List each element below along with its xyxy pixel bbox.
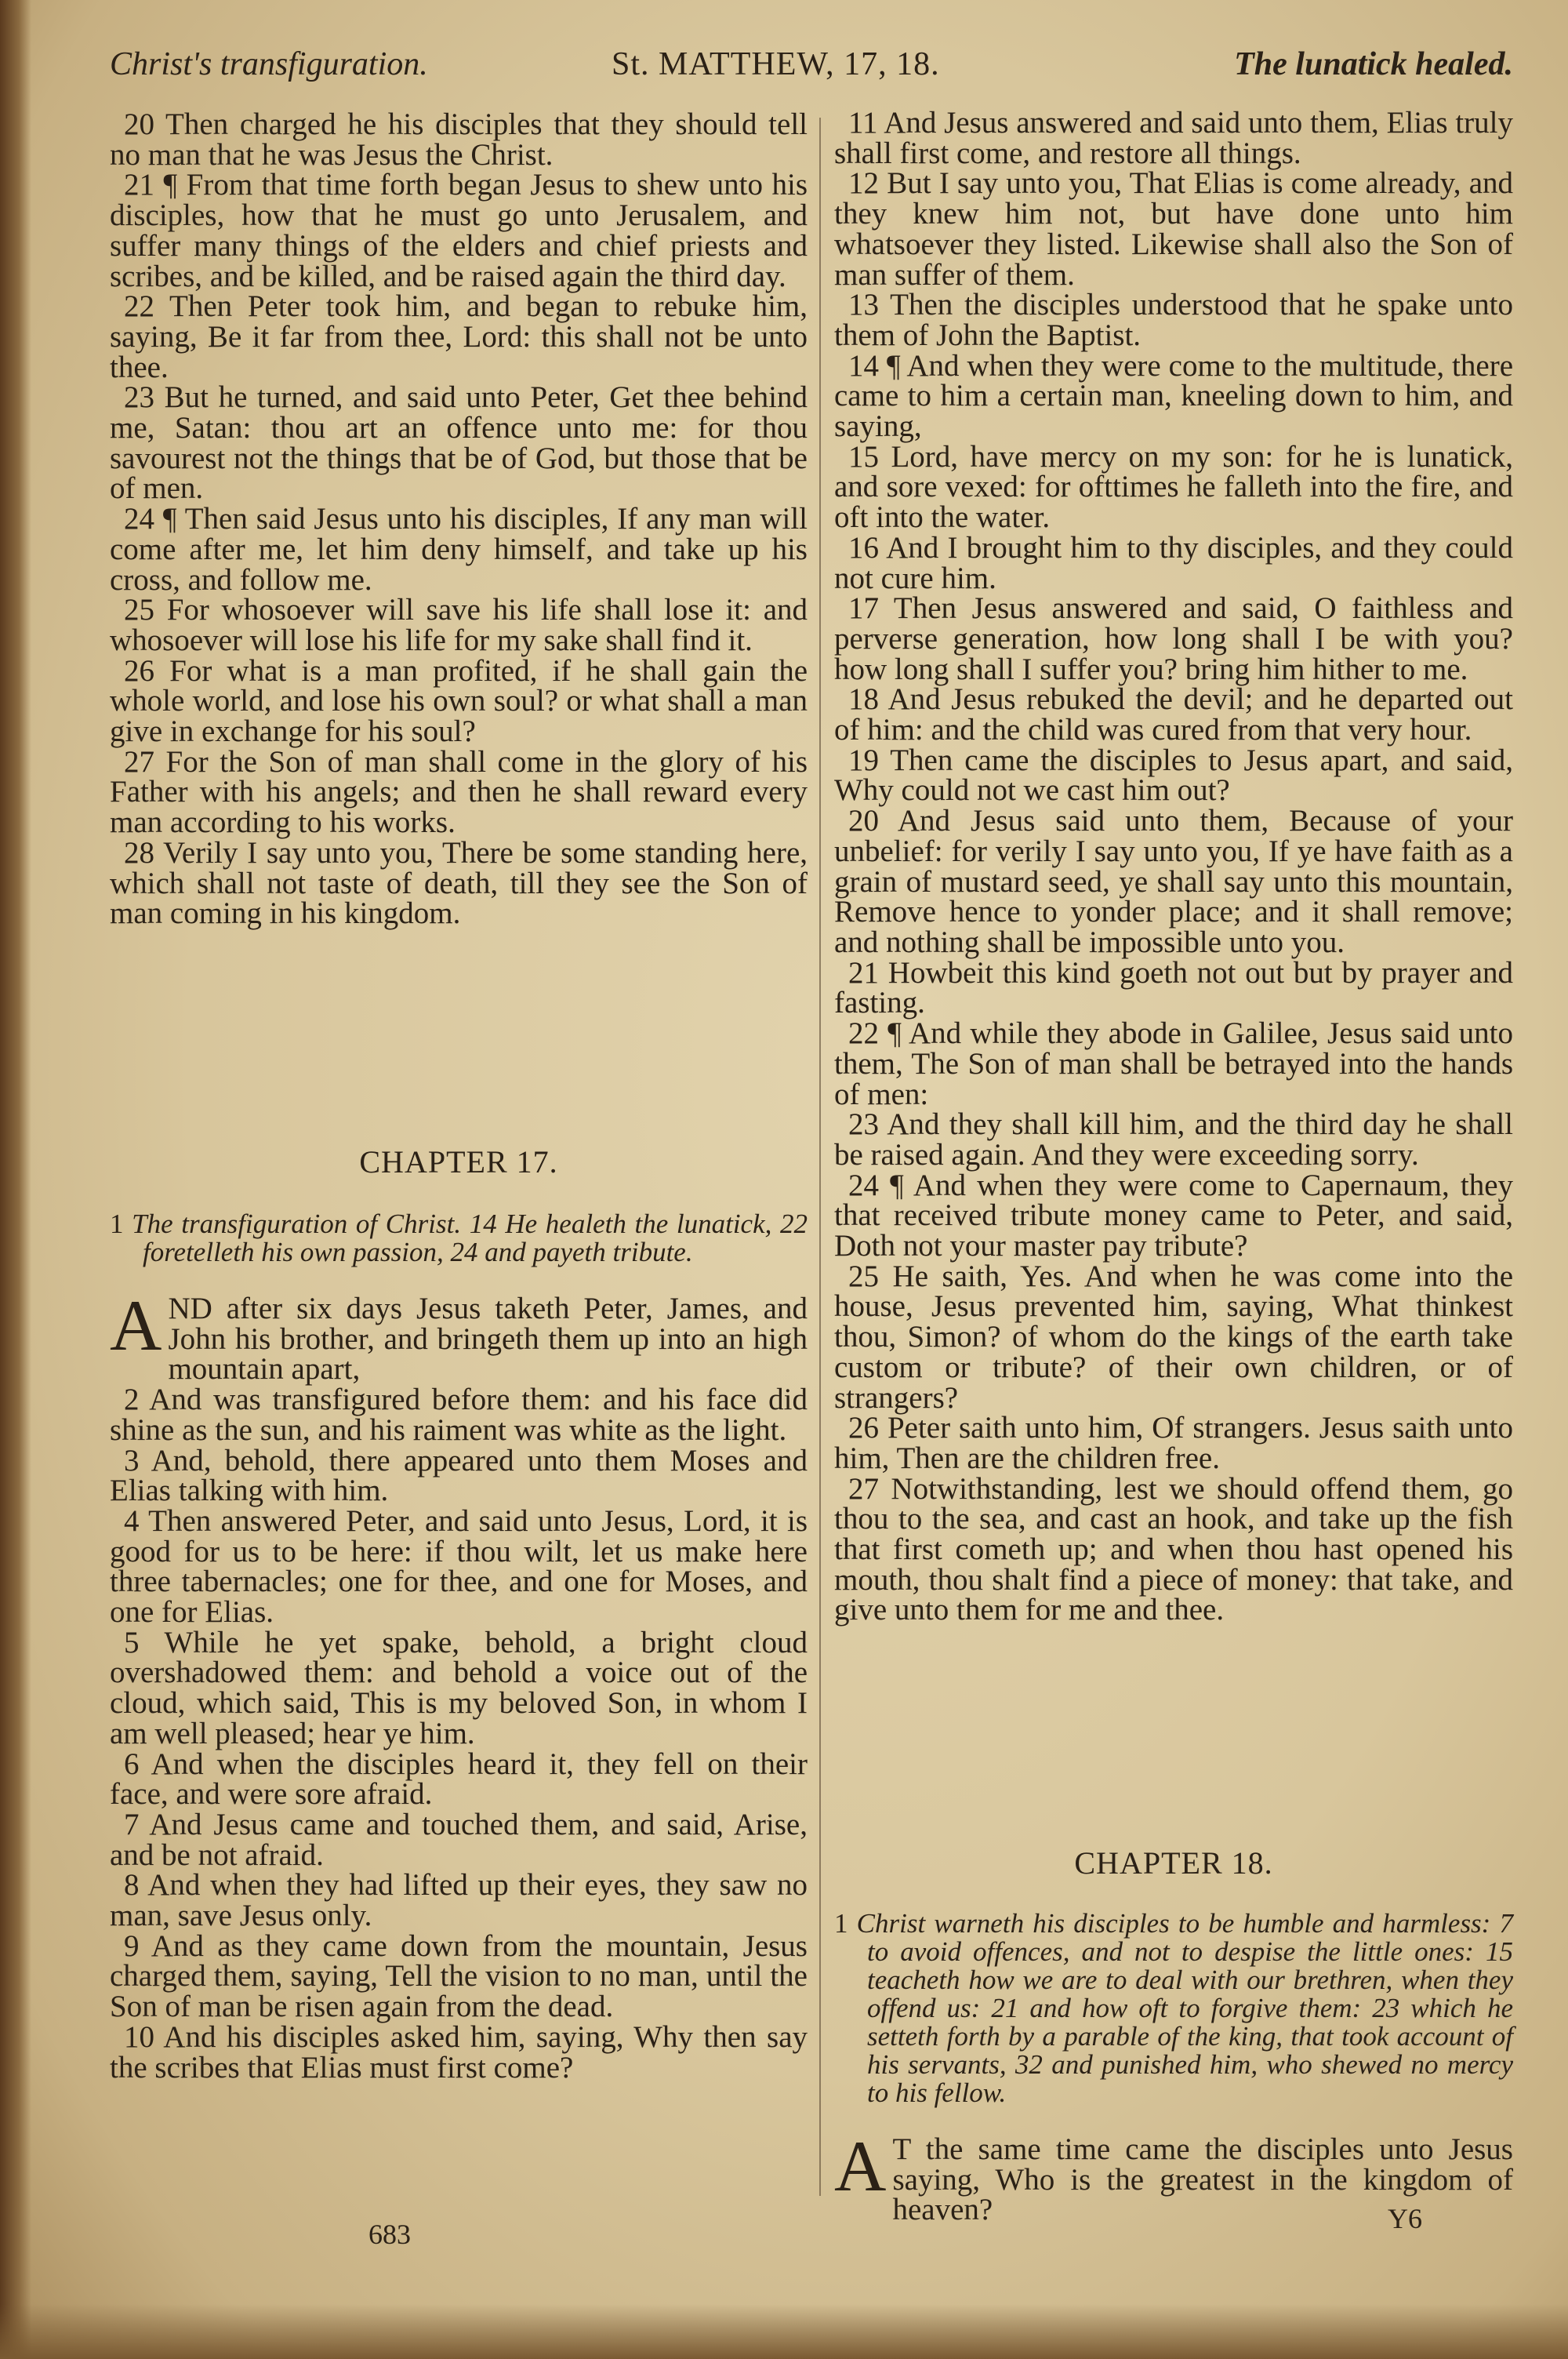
verse-text: ¶ And while they abode in Galilee, Jesus said unto them, The Son of man shall be betrayed into the hands of men: — [834, 1016, 1513, 1111]
verse-22 — [834, 1016, 1513, 1111]
page-number: 683 — [368, 2219, 411, 2250]
verse-text: And Jesus said unto them, Because of your unbelief: for verily I say unto you, If ye have faith as a grain of mustard seed, ye shall say unto this mountain, Remove hence to yonder place; and it shall remove; and nothing shall be impossible unto you. — [834, 804, 1513, 959]
verse-text: And they shall kill him, and the third day he shall be raised again. And they were exceeding sorry. — [834, 1107, 1513, 1172]
column-divider — [819, 118, 821, 2196]
verse-number: 23 — [848, 1107, 879, 1142]
verse-text: For the Son of man shall come in the glory of his Father with his angels; and then he shall reward every man according to his works. — [110, 744, 808, 840]
verse-text: But he turned, and said unto Peter, Get thee behind me, Satan: thou art an offence unto me: for thou savourest not the things that be of God, but those that be of men. — [110, 380, 808, 506]
verse-text: ¶ And when they were come to Capernaum, they that received tribute money came to Peter, and said, Doth not your master pay tribute? — [834, 1168, 1514, 1263]
verse-number: 16 — [848, 530, 879, 565]
verse-26 — [110, 653, 808, 749]
verse-number: 3 — [124, 1443, 140, 1478]
verse-text: Then came the disciples to Jesus apart, and said, Why could not we cast him out? — [834, 743, 1514, 808]
verse-23 — [110, 380, 808, 506]
verse-number: 17 — [848, 591, 879, 626]
verse-text: And was transfigured before them: and his face did shine as the sun, and his raiment was white as the light. — [110, 1383, 808, 1447]
verse-number: 7 — [124, 1807, 140, 1841]
verse-18 — [834, 682, 1513, 747]
summary-number: 1 — [110, 1209, 124, 1239]
running-header — [110, 45, 1513, 89]
verse-8 — [110, 1870, 808, 1931]
verse-number: 20 — [848, 804, 879, 838]
summary-text: The transfiguration of Christ. 14 He healeth the lunatick, 22 foretelleth his own passion, 24 and payeth tribute. — [132, 1209, 808, 1267]
header-left: Christ's transfiguration. — [110, 46, 428, 82]
verse-22 — [110, 289, 808, 384]
verse-10 — [110, 2019, 808, 2085]
verse-13 — [834, 290, 1513, 351]
verse-text: Howbeit this kind goeth not out but by prayer and fasting. — [834, 955, 1513, 1020]
verse-6 — [110, 1747, 808, 1812]
verse-text: And his disciples asked him, saying, Why then say the scribes that Elias must first come? — [110, 2019, 808, 2085]
book-binding — [0, 0, 31, 2359]
verse-7 — [110, 1807, 808, 1872]
page-edge — [0, 2304, 1568, 2359]
chapter-summary — [834, 1910, 1513, 2107]
verse-number: 22 — [124, 289, 154, 324]
verse-number: 26 — [848, 1411, 879, 1445]
verse-24 — [110, 504, 808, 595]
verse-text: Lord, have mercy on my son: for he is lunatick, and sore vexed: for ofttimes he falleth into the fire, and oft into the water. — [834, 439, 1513, 535]
verse-text: Then answered Peter, and said unto Jesus, Lord, it is good for us to be here: if thou wilt, let us make here three tabernacles; one for thee, and one for Moses, and one for Elias. — [110, 1503, 808, 1630]
chapter-18-heading: CHAPTER 18. — [1074, 1845, 1273, 1881]
verse-number: 11 — [848, 106, 878, 140]
verse-number: 21 — [848, 955, 879, 990]
verse-21 — [110, 170, 808, 292]
verse-number: 6 — [124, 1747, 140, 1781]
verse-11 — [834, 108, 1513, 169]
verse-text: Then Peter took him, and began to rebuke him, saying, Be it far from thee, Lord: this shall not be unto thee. — [110, 289, 808, 384]
verse-21 — [834, 955, 1513, 1020]
verse-number: 24 — [848, 1168, 879, 1202]
summary-text: Christ warneth his disciples to be humble and harmless: 7 to avoid offences, and not to despise the little ones: 15 teacheth how we are to deal with our brethren, when they offend us: 21 and how oft to forgive them: 23 which he setteth forth by a parable of the king, that took account of his servants, 32 and punished him, who shewed no mercy to his fellow. — [856, 1908, 1513, 2108]
right-column-top — [834, 108, 1513, 1626]
verse-text: While he yet spake, behold, a bright cloud overshadowed them: and behold a voice out of the cloud, which said, This is my beloved Son, in whom I am well pleased; hear ye him. — [110, 1625, 808, 1750]
verse-20 — [110, 107, 808, 172]
verse-text: Notwithstanding, lest we should offend them, go thou to the sea, and cast an hook, and take up the fish that first cometh up; and when thou hast opened his mouth, thou shalt find a piece of money: that take, and give unto them for me and thee. — [834, 1471, 1514, 1627]
verse-number: 18 — [848, 682, 879, 717]
verse-number: 4 — [124, 1503, 140, 1538]
verse-number: 19 — [848, 743, 879, 777]
verse-number: 10 — [124, 2019, 154, 2054]
verse-number: 26 — [124, 653, 154, 688]
chapter-17-body — [110, 1183, 808, 2083]
left-column-top — [110, 107, 808, 931]
verse-text: And when they had lifted up their eyes, they saw no man, save Jesus only. — [110, 1868, 808, 1933]
signature-mark: Y6 — [1388, 2203, 1422, 2234]
verse-text: And I brought him to thy disciples, and they could not cure him. — [834, 530, 1513, 595]
verse-19 — [834, 743, 1514, 808]
drop-cap: A — [834, 2126, 887, 2206]
verse-number: 5 — [124, 1625, 140, 1659]
verse-16 — [834, 530, 1513, 595]
verse-5 — [110, 1625, 808, 1750]
verse-number: 20 — [124, 107, 154, 141]
verse-number: 12 — [848, 166, 879, 201]
verse-text: ¶ From that time forth began Jesus to shew unto his disciples, how that he must go unto Jerusalem, and suffer many things of the elders and chief priests and scribes, and be killed, and be raised again the third day. — [110, 168, 808, 293]
verse-20 — [834, 806, 1513, 958]
verse-text: And when the disciples heard it, they fell on their face, and were sore afraid. — [110, 1747, 808, 1812]
verse-text: And, behold, there appeared unto them Moses and Elias talking with him. — [110, 1443, 808, 1508]
chapter-summary — [110, 1210, 808, 1267]
summary-number: 1 — [834, 1908, 848, 1939]
verse-number: 28 — [124, 835, 154, 870]
verse-text: And as they came down from the mountain, Jesus charged them, saying, Tell the vision to no man, until the Son of man be risen again from the dead. — [110, 1928, 808, 2024]
verse-text: Then charged he his disciples that they should tell no man that he was Jesus the Christ. — [110, 107, 808, 172]
verse-12 — [834, 166, 1514, 292]
verse-9 — [110, 1928, 808, 2024]
verse-text: ¶ Then said Jesus unto his disciples, If any man will come after me, let him deny himself, and take up his cross, and follow me. — [110, 502, 808, 597]
verse-text: T the same time came the disciples unto Jesus saying, Who is the greatest in the kingdom of heaven? — [892, 2132, 1513, 2227]
verse-2 — [110, 1385, 808, 1445]
verse-number: 23 — [124, 380, 154, 415]
verse-text: And Jesus rebuked the devil; and he departed out of him: and the child was cured from that very hour. — [834, 682, 1513, 747]
verse-23 — [834, 1107, 1513, 1172]
verse-number: 14 — [848, 348, 879, 383]
header-right: The lunatick healed. — [1234, 46, 1513, 82]
verse-text: For whosoever will save his life shall lose it: and whosoever will lose his life for my sake shall find it. — [110, 593, 808, 657]
verse-number: 15 — [848, 439, 879, 474]
verse-24 — [834, 1168, 1514, 1263]
verse-text: For what is a man profited, if he shall gain the whole world, and lose his own soul? or what shall a man give in exchange for his soul? — [110, 653, 808, 749]
verse-text: ¶ And when they were come to the multitude, there came to him a certain man, kneeling down to him, and saying, — [834, 348, 1513, 444]
verse-3 — [110, 1443, 808, 1508]
verse-text: And Jesus came and touched them, and said, Arise, and be not afraid. — [110, 1807, 808, 1872]
verse-number: 27 — [848, 1471, 879, 1506]
drop-cap: A — [110, 1285, 162, 1365]
verse-text: Verily I say unto you, There be some standing here, which shall not taste of death, till they see the Son of man coming in his kingdom. — [110, 835, 808, 931]
verse-25 — [834, 1259, 1514, 1415]
verse-number: 24 — [124, 502, 154, 536]
verse-number: 27 — [124, 744, 154, 779]
verse-text: Then the disciples understood that he spake unto them of John the Baptist. — [834, 288, 1513, 352]
verse-text: ND after six days Jesus taketh Peter, James, and John his brother, and bringeth them up into an high mountain apart, — [168, 1292, 808, 1387]
verse-27 — [110, 744, 808, 840]
verse-28 — [110, 835, 808, 931]
verse-text: And Jesus answered and said unto them, Elias truly shall first come, and restore all things. — [834, 106, 1513, 170]
verse-4 — [110, 1503, 808, 1630]
verse-number: 21 — [124, 168, 154, 202]
chapter-18-body — [834, 1882, 1513, 2226]
verse-text: But I say unto you, That Elias is come already, and they knew him not, but have done unto him whatsoever they listed. Likewise shall also the Son of man suffer of them. — [834, 166, 1514, 292]
verse-17 — [834, 591, 1514, 686]
verse-number: 8 — [124, 1868, 140, 1903]
verse-27 — [834, 1471, 1514, 1627]
verse-number: 22 — [848, 1016, 879, 1051]
verse-14 — [834, 348, 1513, 444]
verse-text: He saith, Yes. And when he was come into the house, Jesus prevented him, saying, What thinkest thou, Simon? of whom do the kings of the earth take custom or tribute? of their own children, or of strangers? — [834, 1259, 1514, 1415]
verse-number: 2 — [124, 1383, 140, 1417]
chapter-17-heading: CHAPTER 17. — [359, 1144, 558, 1180]
verse-text: Then Jesus answered and said, O faithless and perverse generation, how long shall I be with you? how long shall I suffer you? bring him hither to me. — [834, 591, 1514, 686]
verse-text: Peter saith unto him, Of strangers. Jesus saith unto him, Then are the children free. — [834, 1411, 1513, 1475]
verse-number: 25 — [124, 593, 154, 627]
verse-1 — [110, 1285, 808, 1387]
verse-15 — [834, 439, 1513, 535]
verse-number: 25 — [848, 1259, 879, 1293]
header-center: St. MATTHEW, 17, 18. — [612, 46, 940, 82]
verse-25 — [110, 595, 808, 656]
verse-26 — [834, 1413, 1513, 1474]
verse-number: 9 — [124, 1928, 140, 1963]
verse-number: 13 — [848, 288, 879, 322]
